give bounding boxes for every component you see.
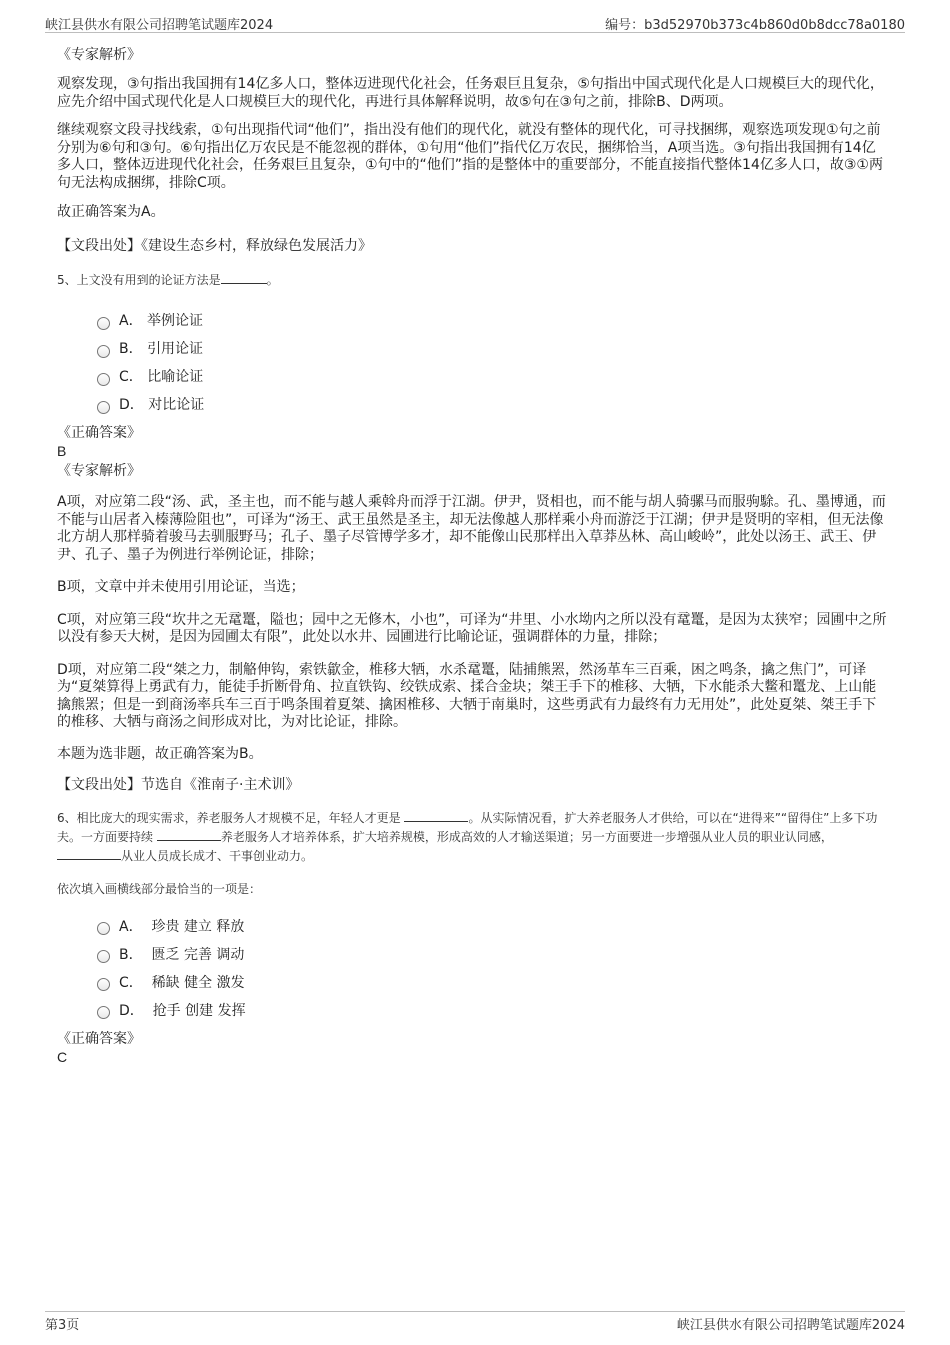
option-c[interactable]: [97, 968, 888, 996]
option-letter: A．: [119, 918, 143, 935]
answer-blank: [221, 271, 267, 284]
option-letter: B．: [119, 946, 143, 963]
option-text: 稀缺 健全 激发: [151, 974, 245, 991]
correct-answer-label: 《正确答案》: [57, 425, 141, 441]
radio-icon[interactable]: [97, 317, 110, 330]
option-letter: B．: [119, 341, 143, 357]
radio-icon[interactable]: [97, 345, 110, 358]
radio-icon[interactable]: [97, 950, 110, 963]
question-6: [57, 809, 888, 866]
analysis-paragraph-2: 继续观察文段寻找线索，①句出现指代词“他们”，指出没有他们的现代化，就没有整体的现代化，可寻找捆绑，观察选项发现①句之前分别为⑥句和③句。⑥句指出亿万农民是不能忽视的群体，①句用“他们”指代亿万农民，捆绑恰当，A项当选。③句指出我国拥有14亿多人口，整体迈进现代化社会，任务艰巨且复杂，①句中的“他们”指的是整体中的重要部分，不能直接指代整体14亿多人口，故③①两句无法构成捆绑，排除C项。: [57, 122, 883, 191]
page-number: 第3页: [45, 1318, 80, 1333]
answer-blank: [57, 847, 121, 860]
analysis-option-b: B项，文章中并未使用引用论证，当选；: [57, 579, 305, 595]
option-text: 引用论证: [147, 341, 204, 357]
expert-analysis-label: 《专家解析》: [57, 463, 141, 479]
question-5-text: 5、上文没有用到的论证方法是: [57, 273, 221, 287]
option-text: 举例论证: [147, 313, 204, 329]
question-6-text-4: 从业人员成长成才、干事创业动力。: [121, 848, 314, 863]
question-6-prompt: 依次填入画横线部分最恰当的一项是：: [57, 881, 262, 896]
analysis-conclusion: 故正确答案为A。: [57, 204, 165, 220]
answer-blank: [157, 828, 221, 841]
option-text: 珍贵 建立 释放: [151, 918, 245, 935]
radio-icon[interactable]: [97, 922, 110, 935]
radio-icon[interactable]: [97, 978, 110, 991]
source-note: 【文段出处】节选自《淮南子·主术训》: [57, 777, 300, 793]
radio-icon[interactable]: [97, 373, 110, 386]
analysis-option-a: A项，对应第二段“汤、武，圣主也，而不能与越人乘斡舟而浮于江湖。伊尹，贤相也，而不能与胡人骑骡马而服驹駼。孔、墨博通，而不能与山居者入榛薄险阻也”，可译为“汤王、武王虽然是圣主，却无法像越人那样乘小舟而游泛于江湖；伊尹是贤明的宰相，但无法像北方胡人那样骑着骏马去驯服野马；孔子、墨子尽管博学多才，却不能像山民那样出入草莽丛林、高山峻岭”，此处以汤王、武王、伊尹、孔子、墨子为例进行举例论证，排除；: [57, 494, 886, 563]
question-6-text-2: 。从实际情况看，扩大养老服务人才供给，可以在“进得来”“留得住”上多下功夫。一方面要持续: [57, 810, 878, 844]
correct-answer-label: 《正确答案》: [57, 1030, 141, 1047]
option-text: 对比论证: [148, 397, 205, 413]
source-note: 【文段出处】《建设生态乡村，释放绿色发展活力》: [57, 237, 372, 254]
analysis-option-c: C项，对应第三段“坎井之无鼋鼍，隘也；园中之无修木，小也”，可译为“井里、小水坳内之所以没有鼋鼍，是因为太狭窄；园圃中之所以没有参天大树，是因为园圃太有限”，此处以水井、园圃进行比喻论证，强调群体的力量，排除；: [57, 611, 887, 645]
option-c[interactable]: [97, 362, 888, 390]
analysis-option-d: D项，对应第二段“桀之力，制觡伸钩，索铁歙金，椎移大牺，水杀鼋鼍，陆捕熊罴，然汤革车三百乘，困之鸣条，擒之焦门”，可译为“夏桀算得上勇武有力，能徒手折断骨角、拉直铁钩、绞铁成索、揉合金块；桀王手下的椎移、大牺，下水能杀大鳖和鼍龙、上山能擒熊罴；但是一到商汤率兵车三百于鸣条围着夏桀、擒困椎移、大牺于南巢时，这些勇武有力最终有力无用处”，此处夏桀、桀王手下的椎移、大牺与商汤之间形成对比，为对比论证，排除。: [57, 661, 877, 730]
question-6-options: [97, 912, 888, 1024]
analysis-paragraph-1: 观察发现，③句指出我国拥有14亿多人口，整体迈进现代化社会，任务艰巨且复杂，⑤句指出中国式现代化是人口规模巨大的现代化，应先介绍中国式现代化是人口规模巨大的现代化，再进行具体解释说明，故⑤句在③句之前，排除B、D两项。: [57, 76, 884, 110]
option-text: 抢手 创建 发挥: [152, 1002, 246, 1019]
option-text: 匮乏 完善 调动: [151, 946, 245, 963]
analysis-conclusion: 本题为选非题，故正确答案为B。: [57, 745, 263, 762]
question-6-text-1: 6、相比庞大的现实需求，养老服务人才规模不足，年轻人才更是: [57, 810, 401, 825]
question-6-text-3: 养老服务人才培养体系，扩大培养规模，形成高效的人才输送渠道；另一方面要进一步增强从业人员的职业认同感，: [220, 829, 833, 844]
question-5-end: 。: [266, 273, 279, 287]
option-a[interactable]: [97, 306, 888, 334]
correct-answer: C: [57, 1048, 68, 1065]
header-code: 编号：b3d52970b373c4b860d0b8dcc78a0180: [605, 18, 905, 33]
page-content: [57, 40, 888, 1066]
option-b[interactable]: [97, 940, 888, 968]
option-letter: A．: [119, 313, 143, 329]
correct-answer: B: [57, 443, 67, 459]
question-5: [57, 271, 888, 290]
option-b[interactable]: [97, 334, 888, 362]
header-title: 峡江县供水有限公司招聘笔试题库2024: [45, 18, 274, 33]
page-header: [45, 14, 905, 33]
option-d[interactable]: [97, 996, 888, 1024]
question-5-options: [97, 306, 888, 418]
expert-analysis-label: 《专家解析》: [57, 47, 141, 63]
option-letter: C．: [119, 974, 143, 991]
option-text: 比喻论证: [147, 369, 204, 385]
option-a[interactable]: [97, 912, 888, 940]
option-d[interactable]: [97, 390, 888, 418]
option-letter: D．: [119, 1002, 144, 1019]
radio-icon[interactable]: [97, 1006, 110, 1019]
answer-blank: [404, 809, 468, 822]
radio-icon[interactable]: [97, 401, 110, 414]
option-letter: D．: [119, 397, 144, 413]
page-footer: [45, 1311, 905, 1333]
footer-title: 峡江县供水有限公司招聘笔试题库2024: [676, 1318, 905, 1333]
option-letter: C．: [119, 369, 143, 385]
